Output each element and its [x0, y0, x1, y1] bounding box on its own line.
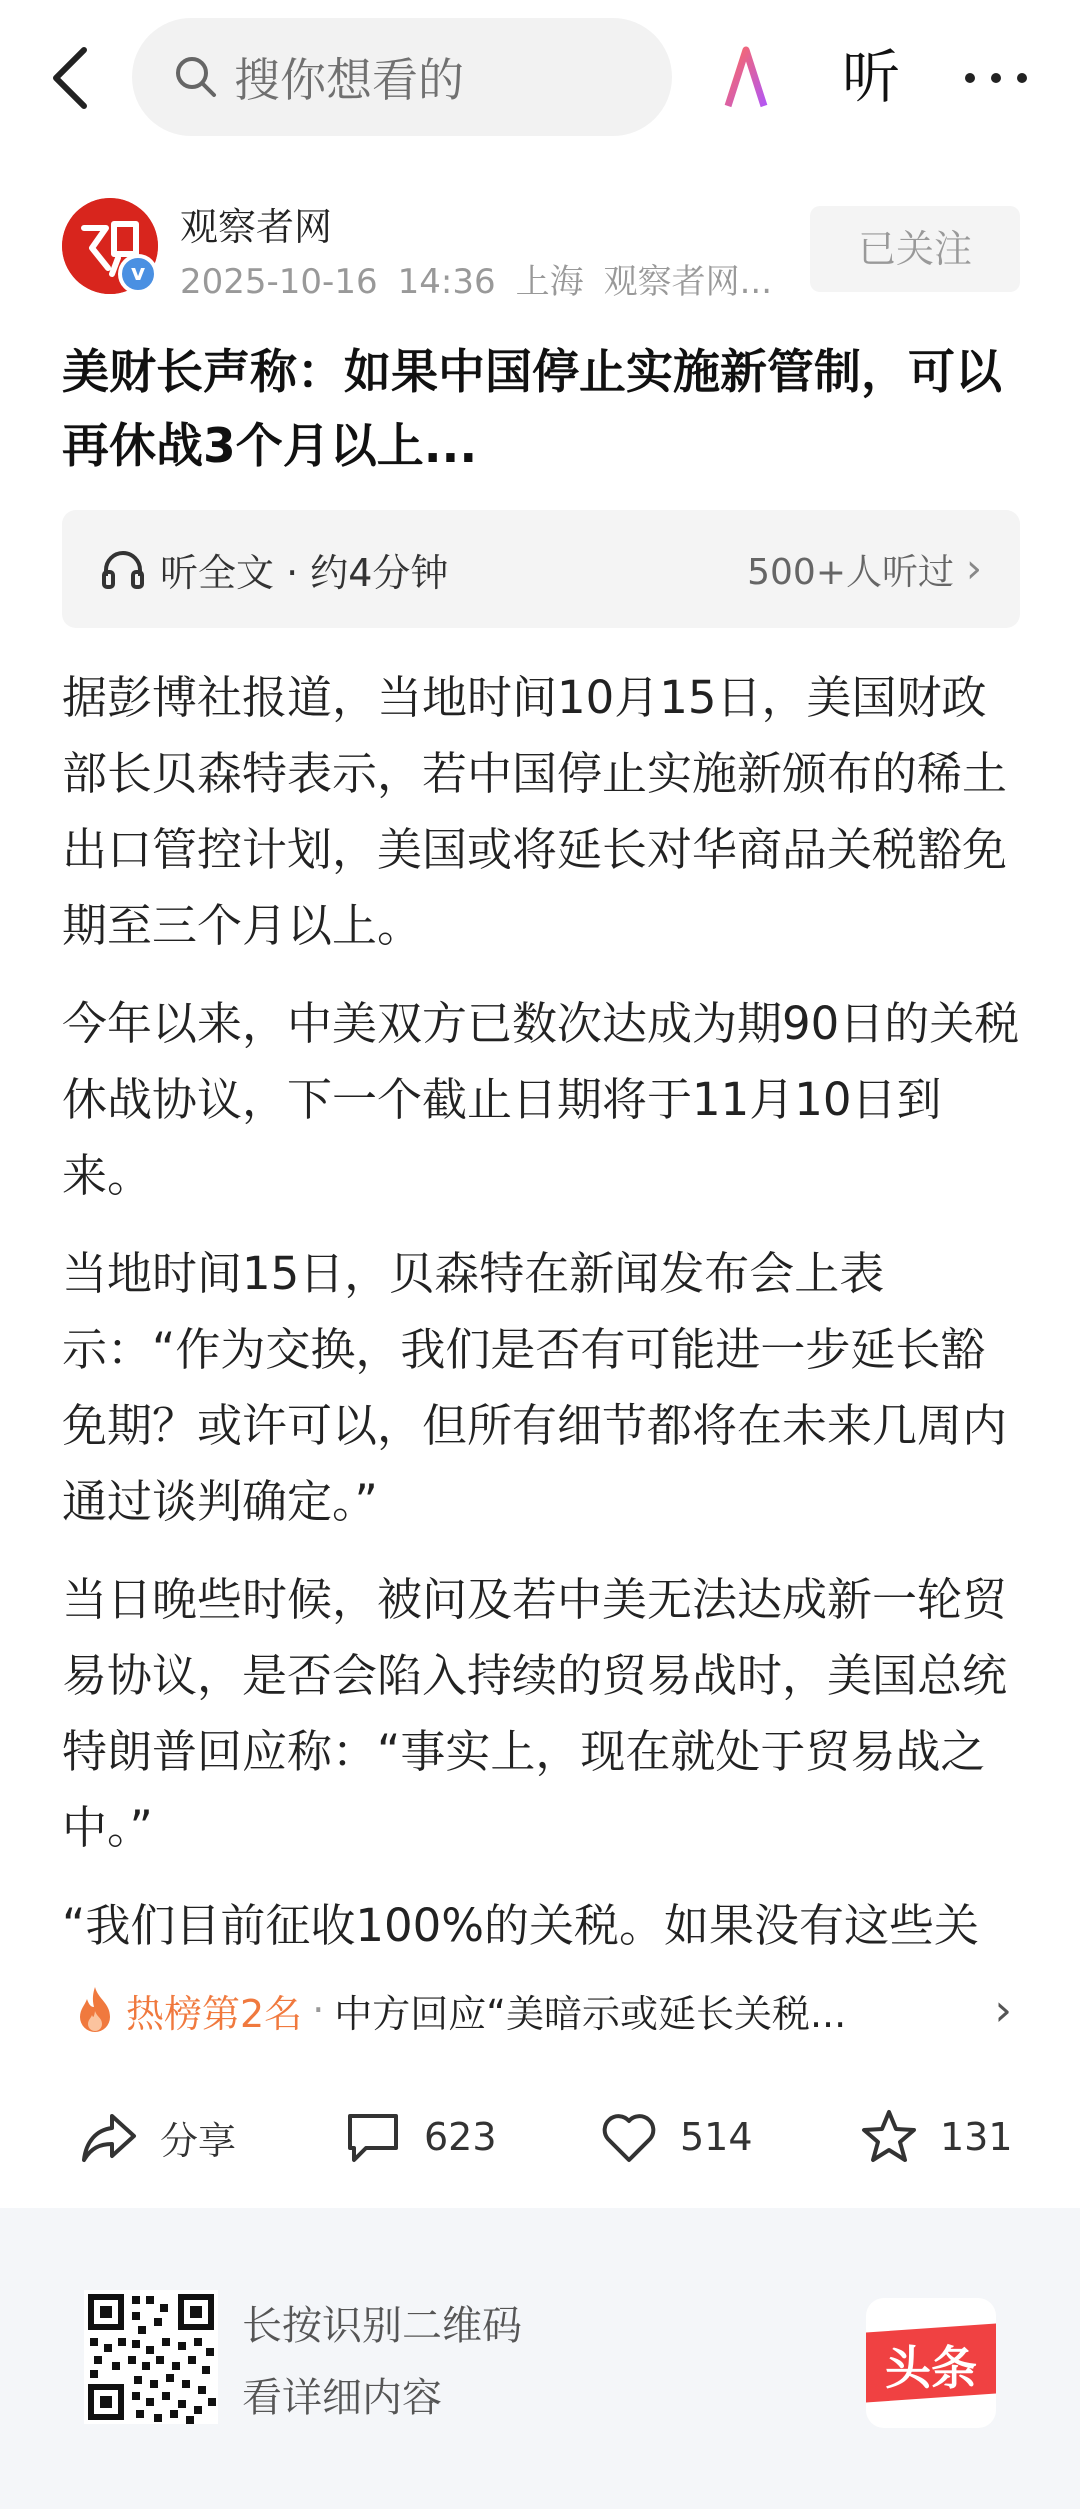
- article-paragraph: “我们目前征收100%的关税。如果没有这些关: [62, 1899, 979, 1952]
- post-location: 上海: [515, 262, 584, 302]
- listen-label: 听全文 · 约4分钟: [160, 550, 449, 595]
- post-meta: [180, 254, 792, 303]
- more-button[interactable]: [960, 40, 1032, 116]
- article-paragraph: 当日晚些时候，被问及若中美无法达成新一轮贸易协议，是否会陷入持续的贸易战时，美国总统特朗普回应称：“事实上，现在就处于贸易战之中。”: [62, 1573, 1008, 1854]
- fire-icon: [72, 1985, 118, 2035]
- share-label: 分享: [160, 2118, 237, 2163]
- heart-icon: [600, 2108, 658, 2166]
- back-button[interactable]: [40, 40, 100, 116]
- comment-button[interactable]: [344, 2102, 497, 2172]
- qr-hint-line1: 长按识别二维码: [242, 2303, 522, 2349]
- logo-text: 头条: [885, 2341, 977, 2395]
- share-button[interactable]: [80, 2102, 236, 2172]
- qr-code-icon: [84, 2290, 218, 2424]
- article-title: 美财长声称：如果中国停止实施新管制，可以再休战3个月以上...: [62, 345, 1002, 474]
- listen-button[interactable]: 听: [842, 43, 901, 111]
- separator-dot: ·: [312, 1988, 325, 2032]
- comment-icon: [344, 2108, 402, 2166]
- post-source: 观察者网...: [603, 262, 773, 302]
- share-icon: [80, 2108, 138, 2166]
- like-button[interactable]: [600, 2102, 753, 2172]
- post-time: 14:36: [397, 262, 496, 302]
- star-icon: [860, 2108, 918, 2166]
- author-name[interactable]: 观察者网: [180, 205, 333, 249]
- search-placeholder: 搜你想看的: [234, 53, 464, 107]
- listen-count: 500+人听过: [747, 551, 954, 593]
- hot-ranking-bar[interactable]: [72, 1976, 1012, 2044]
- ai-button[interactable]: [722, 40, 794, 116]
- back-arrow-icon: [40, 40, 100, 116]
- more-dots-icon: [960, 40, 1032, 116]
- qr-hint-line2: 看详细内容: [242, 2375, 442, 2421]
- ai-icon: [722, 40, 794, 116]
- article-paragraph: 当地时间15日，贝森特在新闻发布会上表示：“作为交换，我们是否有可能进一步延长豁免期？或许可以，但所有细节都将在未来几周内通过谈判确定。”: [62, 1247, 1008, 1528]
- favorite-count: 131: [940, 2115, 1013, 2159]
- listen-full-text-bar[interactable]: [62, 510, 1020, 628]
- like-count: 514: [680, 2115, 753, 2159]
- search-input[interactable]: [132, 18, 672, 136]
- chevron-right-icon: ›: [994, 1984, 1012, 2036]
- favorite-button[interactable]: [860, 2102, 1013, 2172]
- headphones-icon: [100, 546, 146, 592]
- verified-badge-icon: v: [118, 254, 158, 294]
- comment-count: 623: [424, 2115, 497, 2159]
- article-paragraph: 今年以来，中美双方已数次达成为期90日的关税休战协议，下一个截止日期将于11月10日到来。: [62, 997, 1020, 1202]
- chevron-right-icon: ›: [966, 546, 982, 592]
- hot-rank-label: 热榜第2名: [126, 1991, 303, 2036]
- article-paragraph: 据彭博社报道，当地时间10月15日，美国财政部长贝森特表示，若中国停止实施新颁布的稀土出口管控计划，美国或将延长对华商品关税豁免期至三个月以上。: [62, 671, 1008, 952]
- article-body: [62, 660, 1022, 1986]
- post-date: 2025-10-16: [180, 262, 378, 302]
- search-icon: [172, 53, 220, 101]
- hot-headline: 中方回应“美暗示或延长关税...: [334, 1991, 847, 2036]
- toutiao-logo: [866, 2298, 996, 2428]
- follow-button[interactable]: 已关注: [810, 206, 1020, 292]
